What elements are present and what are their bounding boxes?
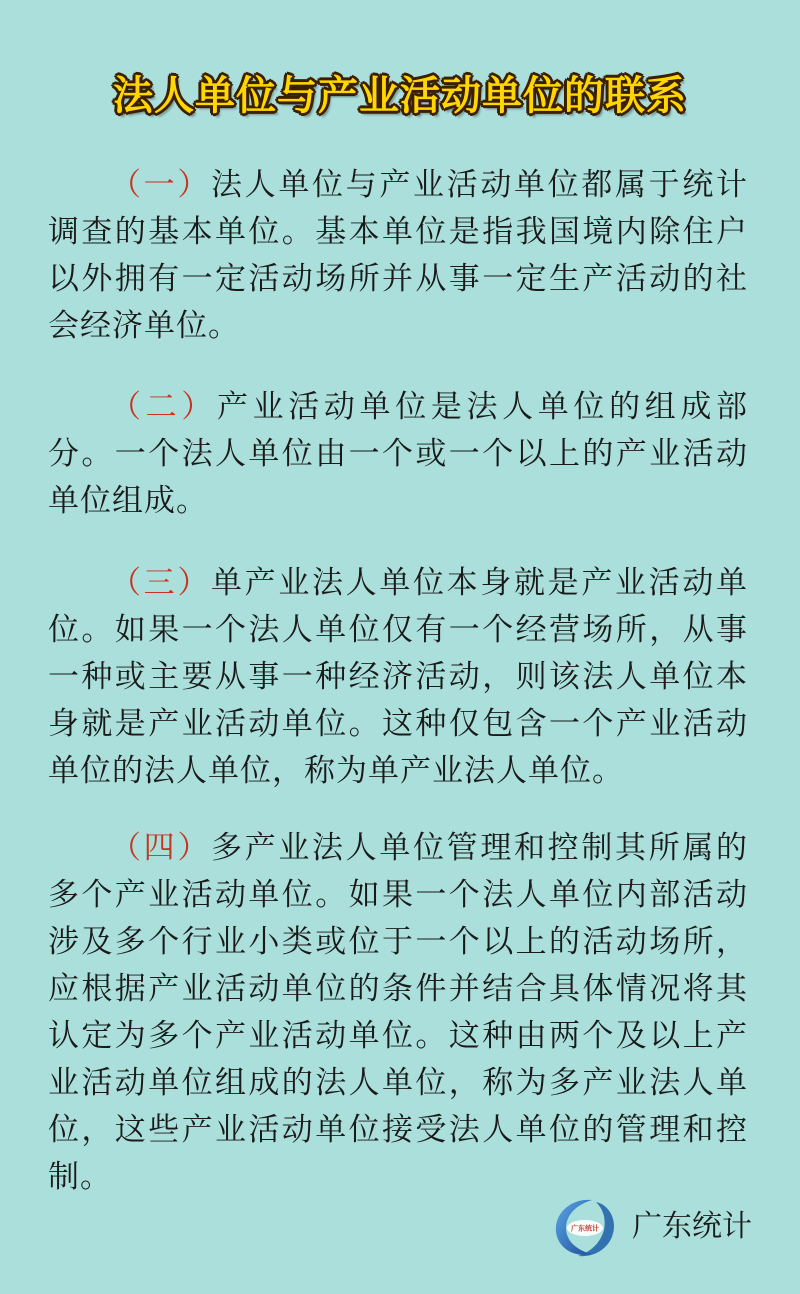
paragraph-2 [48, 384, 748, 525]
paragraph-4-text: 多产业法人单位管理和控制其所属的多个产业活动单位。如果一个法人单位内部活动涉及多个行业小类或位于一个以上的活动场所，应根据产业活动单位的条件并结合具体情况将其认定为多个产业活动单位。这种由两个及以上产业活动单位组成的法人单位，称为多产业法人单位，这些产业活动单位接受法人单位的管理和控制。 [48, 830, 748, 1195]
paragraph-3 [48, 560, 748, 795]
paragraph-4 [48, 825, 748, 1201]
paragraph-1 [48, 162, 748, 350]
brand-logo [552, 1196, 752, 1260]
paragraph-3-text: 单产业法人单位本身就是产业活动单位。如果一个法人单位仅有一个经营场所，从事一种或主要从事一种经济活动，则该法人单位本身就是产业活动单位。这种仅包含一个产业活动单位的法人单位，称为单产业法人单位。 [48, 565, 748, 789]
paragraph-3-number: （三） [110, 565, 211, 601]
page-title: 法人单位与产业活动单位的联系 [113, 73, 687, 119]
logo-mark-text: 广东统计 [571, 1224, 599, 1233]
brand-name: 广东统计 [632, 1209, 752, 1244]
paragraph-1-text: 法人单位与产业活动单位都属于统计调查的基本单位。基本单位是指我国境内除住户以外拥有一定活动场所并从事一定生产活动的社会经济单位。 [48, 167, 748, 344]
paragraph-1-number: （一） [110, 167, 211, 203]
paragraph-2-number: （二） [110, 389, 217, 425]
paragraph-2-text: 产业活动单位是法人单位的组成部分。一个法人单位由一个或一个以上的产业活动单位组成。 [48, 389, 749, 519]
paragraph-4-number: （四） [110, 830, 211, 866]
logo-swirl-icon [552, 1196, 618, 1260]
